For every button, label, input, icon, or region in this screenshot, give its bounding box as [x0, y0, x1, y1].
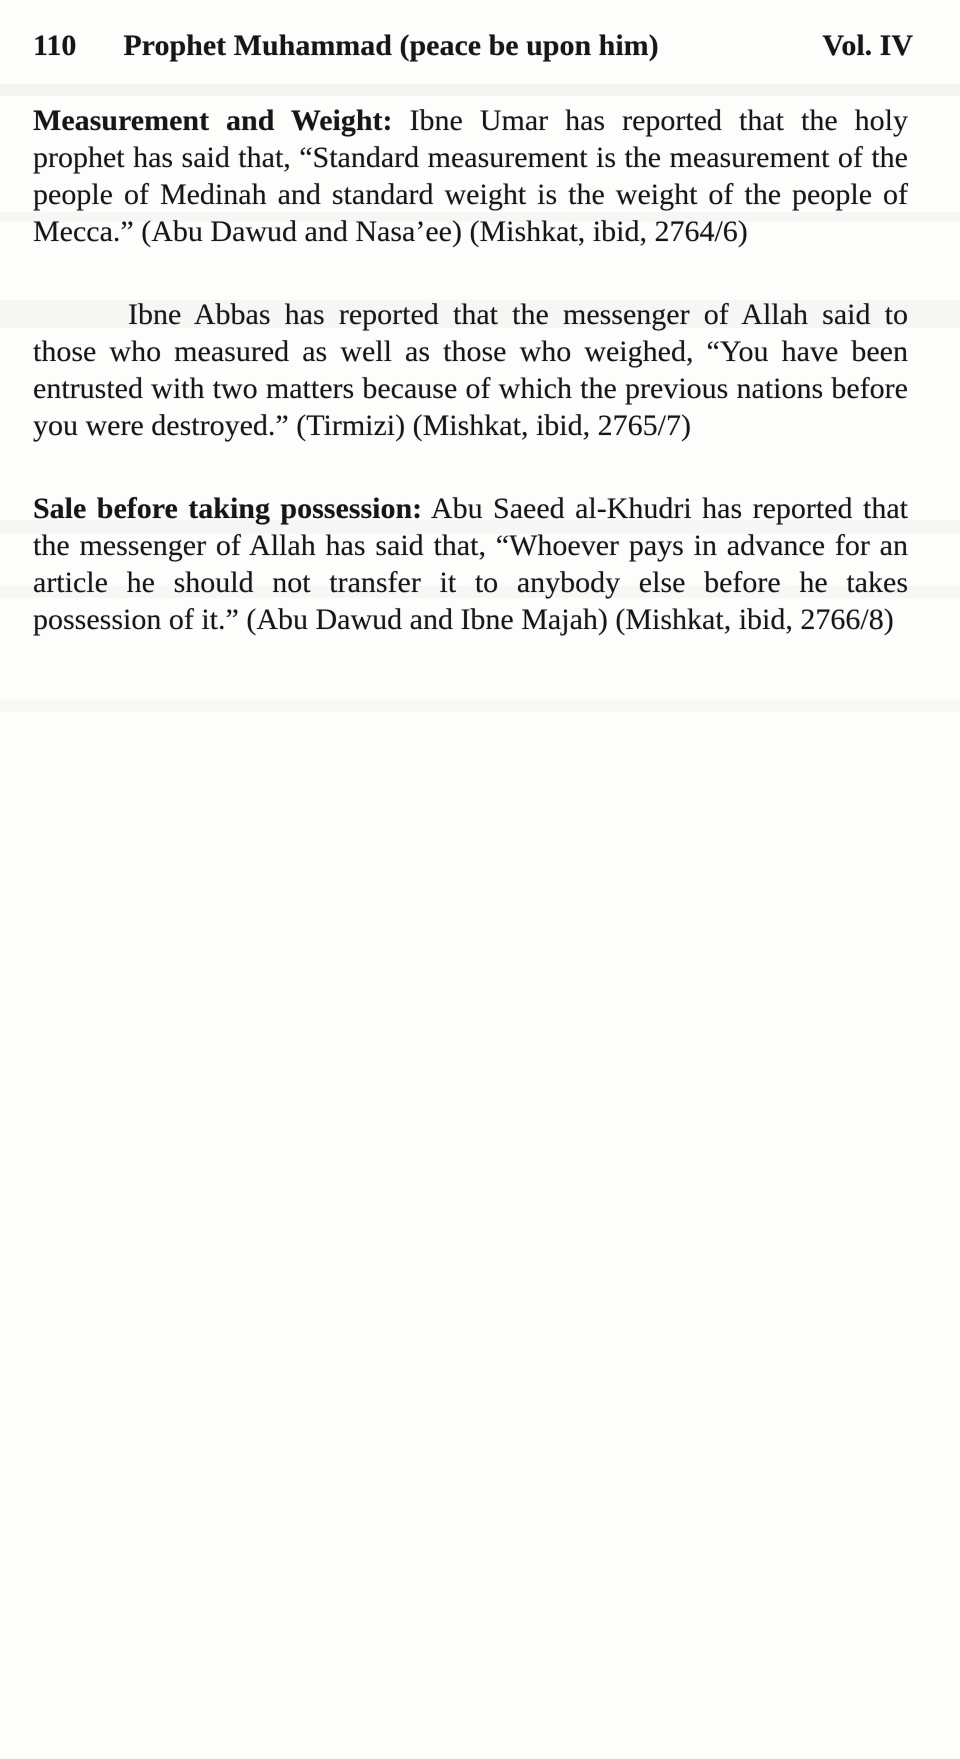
paragraph-ibne-abbas — [33, 296, 908, 444]
paragraph-lead: Sale before taking possession: — [33, 492, 423, 525]
paragraph-text: Abu Saeed al-Khudri has reported that the messenger of Allah has said that, “Whoever pays in advance for an article he should not transfer it to anybody else before he takes possession of it.” (Abu Dawud and Ibne Majah) (Mishkat, ibid, 2766/8) — [33, 492, 908, 636]
paragraph-text: Ibne Abbas has reported that the messenger of Allah said to those who measured as well as those who weighed, “You have been entrusted with two matters because of which the previous nations before you were destroyed.” (Tirmizi) (Mishkat, ibid, 2765/7) — [33, 298, 908, 442]
paragraph-sale-before-taking-possession — [33, 490, 908, 638]
page-body — [33, 102, 908, 638]
page-number: 110 — [33, 29, 77, 62]
volume-label: Vol. IV — [822, 29, 913, 62]
paragraph-text: Ibne Umar has reported that the holy prophet has said that, “Standard measurement is the measurement of the people of Medinah and standard weight is the weight of the people of Mecca.” (Abu Dawud and Nasa’ee) (Mishkat, ibid, 2764/6) — [33, 104, 908, 248]
paragraph-measurement-and-weight — [33, 102, 908, 250]
page-title: Prophet Muhammad (peace be upon him) — [123, 29, 659, 62]
page-header — [0, 0, 960, 64]
paragraph-lead: Measurement and Weight: — [33, 104, 393, 137]
